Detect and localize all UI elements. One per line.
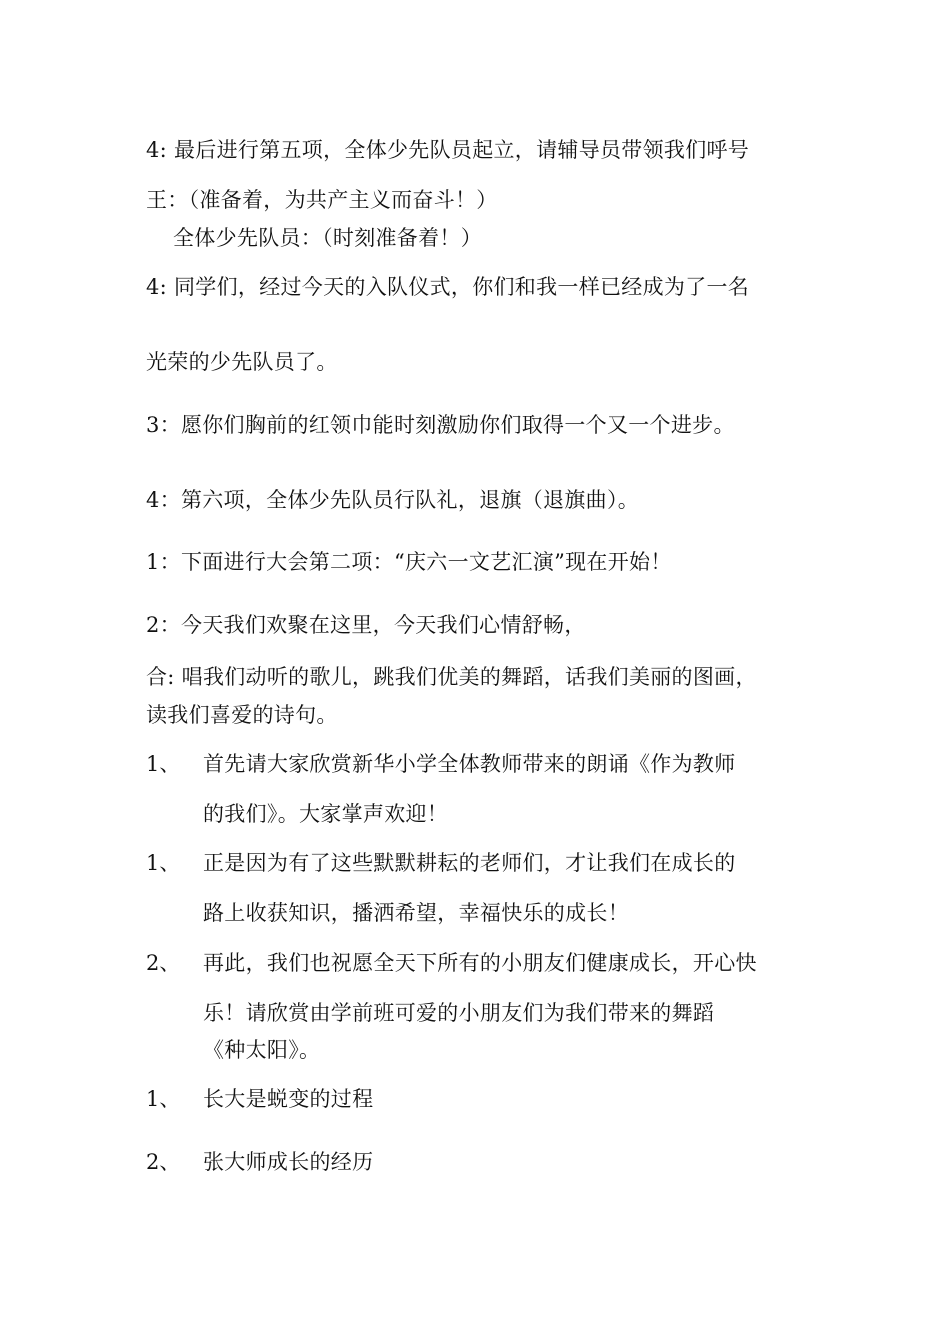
paragraph-line: 4：第六项，全体少先队员行队礼，退旗（退旗曲）。 <box>146 488 640 512</box>
list-item-number: 1、 <box>146 752 181 776</box>
paragraph-line: 3：愿你们胸前的红领巾能时刻激励你们取得一个又一个进步。 <box>146 413 735 437</box>
list-item-line: 乐！请欣赏由学前班可爱的小朋友们为我们带来的舞蹈 <box>203 1001 715 1025</box>
list-item-line: 的我们》。大家掌声欢迎！ <box>203 802 449 826</box>
list-item-line: 路上收获知识，播洒希望，幸福快乐的成长！ <box>203 901 629 925</box>
list-item-number: 2、 <box>146 1150 181 1174</box>
paragraph-line: 王：（准备着，为共产主义而奋斗！） <box>146 188 498 212</box>
paragraph-line: 光荣的少先队员了。 <box>146 350 338 374</box>
paragraph-line: 1：下面进行大会第二项：“庆六一文艺汇演”现在开始！ <box>146 550 672 574</box>
list-item-number: 1、 <box>146 851 181 875</box>
list-item-number: 1、 <box>146 1087 181 1111</box>
list-item-line: 《种太阳》。 <box>203 1038 321 1062</box>
paragraph-line: 全体少先队员：（时刻准备着！） <box>173 226 482 250</box>
paragraph-line: 4: 同学们，经过今天的入队仪式，你们和我一样已经成为了一名 <box>146 275 750 299</box>
list-item-number: 2、 <box>146 951 181 975</box>
list-item-line: 再此，我们也祝愿全天下所有的小朋友们健康成长，开心快 <box>203 951 757 975</box>
list-item-line: 首先请大家欣赏新华小学全体教师带来的朗诵《作为教师 <box>203 752 736 776</box>
paragraph-line: 2：今天我们欢聚在这里，今天我们心情舒畅， <box>146 613 586 637</box>
list-item-line: 张大师成长的经历 <box>203 1150 374 1174</box>
paragraph-line: 合: 唱我们动听的歌儿，跳我们优美的舞蹈，话我们美丽的图画， <box>146 665 757 689</box>
list-item-line: 长大是蜕变的过程 <box>203 1087 374 1111</box>
paragraph-line: 4: 最后进行第五项，全体少先队员起立，请辅导员带领我们呼号 <box>146 138 750 162</box>
paragraph-line: 读我们喜爱的诗句。 <box>146 703 338 727</box>
list-item-line: 正是因为有了这些默默耕耘的老师们，才让我们在成长的 <box>203 851 736 875</box>
